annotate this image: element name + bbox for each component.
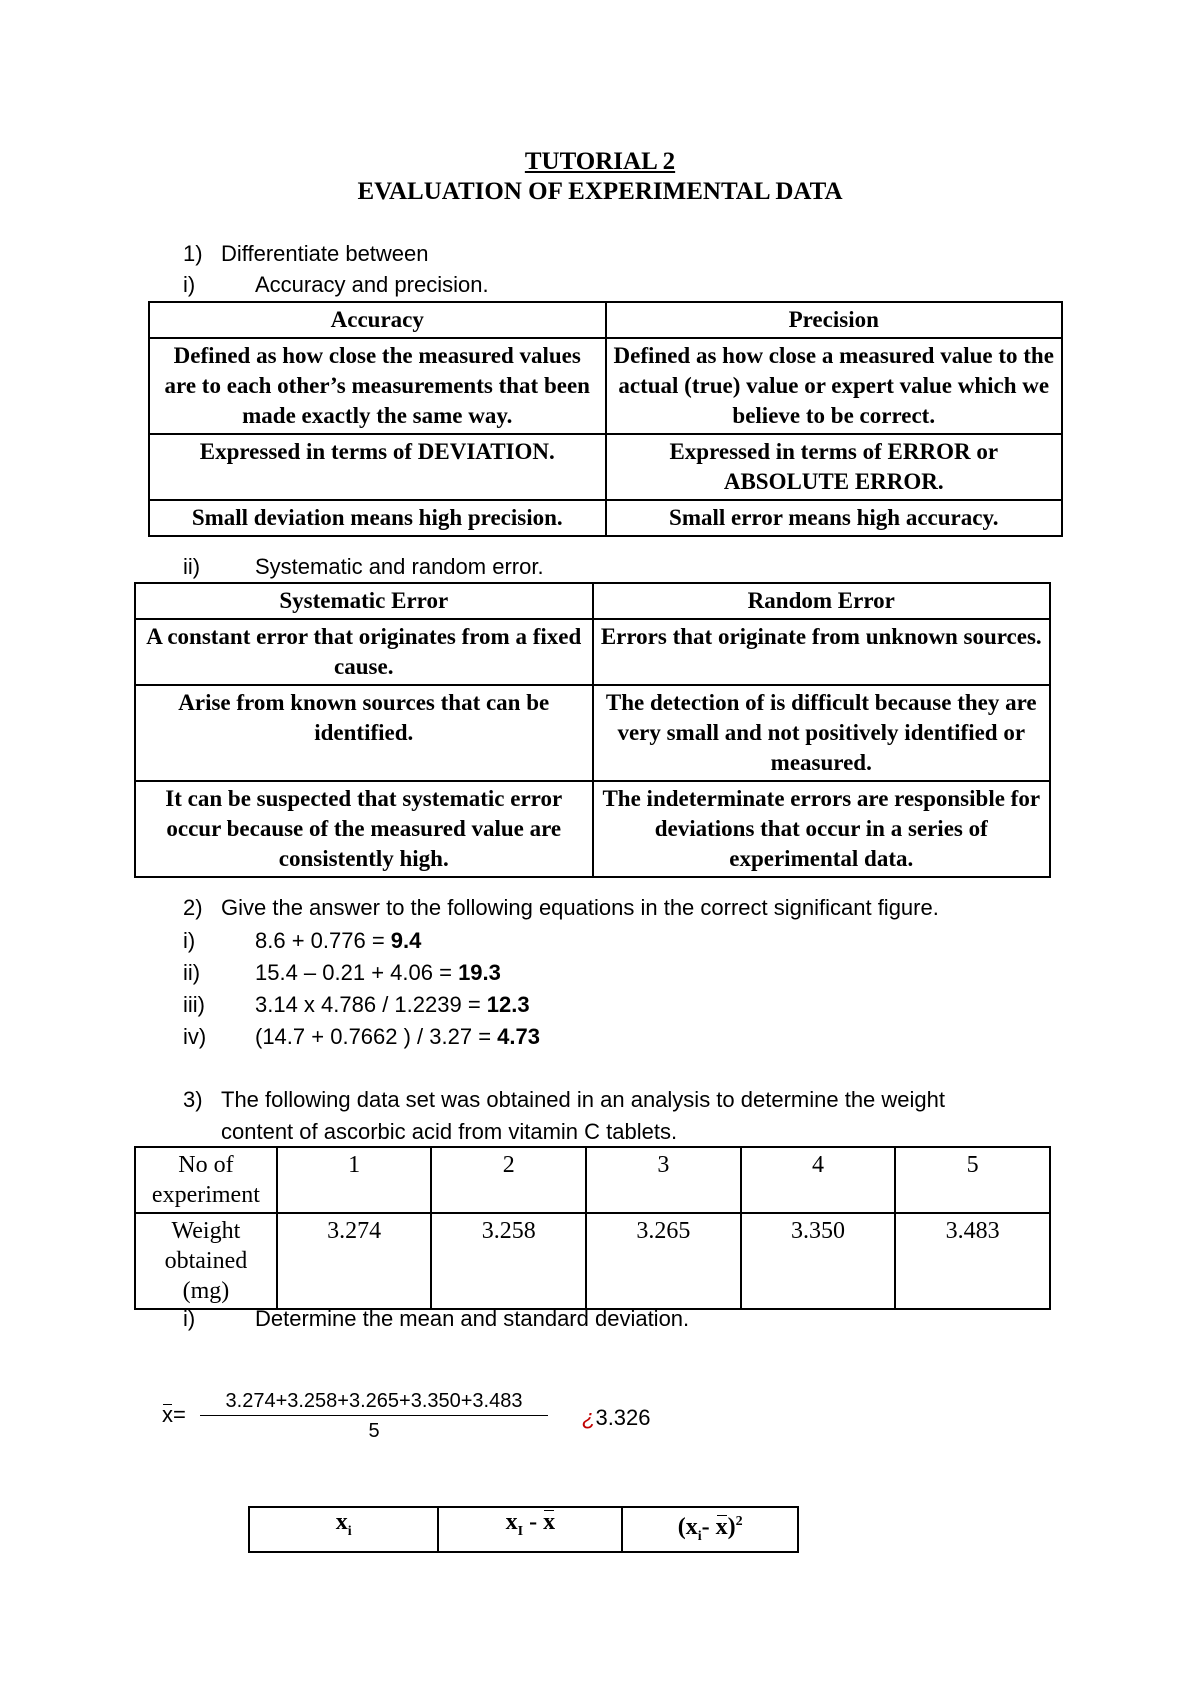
q2-item-label: i): [183, 928, 196, 953]
table-cell: Small deviation means high precision.: [149, 500, 606, 536]
q1-part-ii-label: ii): [183, 554, 201, 579]
table-cell: Defined as how close the measured values are to each other’s measurements that been made exactly the same way.: [149, 338, 606, 434]
table-cell: 1: [277, 1147, 432, 1213]
table-cell: 3.265: [586, 1213, 741, 1309]
q1-part-i-text: Accuracy and precision.: [255, 272, 489, 297]
formula-mean-symbol: x: [162, 1402, 173, 1427]
q2-text: Give the answer to the following equations in the correct significant figure.: [221, 895, 939, 920]
q2-item: [183, 928, 421, 954]
table-cell: Small error means high accuracy.: [606, 500, 1063, 536]
table-cell: 3.274: [277, 1213, 432, 1309]
q2-item-answer: 4.73: [497, 1024, 540, 1049]
q2-item-label: ii): [183, 960, 201, 985]
q3-text-line1: The following data set was obtained in an analysis to determine the weight: [221, 1087, 945, 1112]
table-cell: Arise from known sources that can be identified.: [135, 685, 593, 781]
header-precision: Precision: [606, 302, 1063, 338]
header-accuracy: Accuracy: [149, 302, 606, 338]
table-cell: 3: [586, 1147, 741, 1213]
header-xi: $x_i$: [249, 1507, 438, 1552]
q2-heading: [183, 895, 939, 921]
q2-item-label: iii): [183, 992, 205, 1017]
q1-part-ii-text: Systematic and random error.: [255, 554, 544, 579]
formula-glyph: ¿: [582, 1405, 596, 1430]
header-xi-minus-mean: $x_I$ - x: [438, 1507, 622, 1552]
accuracy-precision-table: [148, 301, 1063, 537]
q2-item-answer: 19.3: [458, 960, 501, 985]
table-cell: Errors that originate from unknown sources.: [593, 619, 1051, 685]
q1-number: 1): [183, 241, 203, 266]
table-cell: The detection of is difficult because they are very small and not positively identified or measured.: [593, 685, 1051, 781]
q2-item-expr: (14.7 + 0.7662 ) / 3.27 =: [255, 1024, 498, 1049]
q2-item-expr: 8.6 + 0.776 =: [255, 928, 391, 953]
q3-part-i: [183, 1306, 689, 1332]
table-row: [135, 619, 1050, 685]
formula-result: [582, 1405, 651, 1431]
table-header-row: [135, 583, 1050, 619]
q3-heading: [183, 1087, 945, 1113]
formula-equals: =: [173, 1402, 186, 1427]
q3-number: 3): [183, 1087, 203, 1112]
table-header-row: [149, 302, 1062, 338]
q2-item-answer: 12.3: [486, 992, 530, 1017]
table-row: [135, 781, 1050, 877]
q2-item-expr: 3.14 x 4.786 / 1.2239 =: [255, 992, 487, 1017]
table-cell: Defined as how close a measured value to the actual (true) value or expert value which we believe to be correct.: [606, 338, 1063, 434]
table-cell: Expressed in terms of ERROR or ABSOLUTE ERROR.: [606, 434, 1063, 500]
table-row: [149, 434, 1062, 500]
q1-text: Differentiate between: [221, 241, 429, 266]
table-row: [149, 338, 1062, 434]
q2-number: 2): [183, 895, 203, 920]
table-row: [135, 685, 1050, 781]
formula-numerator: 3.274+3.258+3.265+3.350+3.483: [200, 1390, 548, 1416]
table-cell: 3.258: [431, 1213, 586, 1309]
formula-result-value: 3.326: [595, 1405, 651, 1430]
q3-text-line2: content of ascorbic acid from vitamin C tablets.: [221, 1119, 678, 1144]
table-cell: 3.350: [741, 1213, 896, 1309]
systematic-random-table: [134, 582, 1051, 878]
tutorial-subtitle: EVALUATION OF EXPERIMENTAL DATA: [357, 178, 843, 205]
table-cell: 2: [431, 1147, 586, 1213]
table-row: [135, 1147, 1050, 1213]
table-cell: Expressed in terms of DEVIATION.: [149, 434, 606, 500]
q1-part-ii: [183, 554, 544, 580]
formula-denominator: 5: [368, 1420, 380, 1442]
header-systematic: Systematic Error: [135, 583, 593, 619]
q2-item: [183, 1024, 540, 1050]
q2-item: [183, 960, 501, 986]
deviation-table: [248, 1506, 799, 1553]
q1-part-i: [183, 272, 489, 298]
table-cell: A constant error that originates from a fixed cause.: [135, 619, 593, 685]
row-header-experiment: No of experiment: [135, 1147, 277, 1213]
q1-heading: [183, 241, 429, 267]
table-cell: The indeterminate errors are responsible for deviations that occur in a series of experimental data.: [593, 781, 1051, 877]
q1-part-i-label: i): [183, 272, 196, 297]
q3-part-i-text: Determine the mean and standard deviation.: [255, 1306, 690, 1331]
table-header-row: [249, 1507, 798, 1552]
q2-item-label: iv): [183, 1024, 207, 1049]
weight-data-table: [134, 1146, 1051, 1310]
formula-lhs: [162, 1402, 186, 1428]
header-squared-deviation: ($x_i-$ x)$^2$: [622, 1507, 798, 1552]
table-cell: 4: [741, 1147, 896, 1213]
table-cell: It can be suspected that systematic error occur because of the measured value are consistently high.: [135, 781, 593, 877]
table-cell: 3.483: [895, 1213, 1050, 1309]
row-header-weight: Weight obtained (mg): [135, 1213, 277, 1309]
table-row: [135, 1213, 1050, 1309]
table-cell: 5: [895, 1147, 1050, 1213]
header-random: Random Error: [593, 583, 1051, 619]
tutorial-title: TUTORIAL 2: [524, 148, 676, 175]
q2-item: [183, 992, 530, 1018]
q2-item-answer: 9.4: [390, 928, 422, 953]
table-row: [149, 500, 1062, 536]
q3-part-i-label: i): [183, 1306, 196, 1331]
q2-item-expr: 15.4 – 0.21 + 4.06 =: [255, 960, 459, 985]
